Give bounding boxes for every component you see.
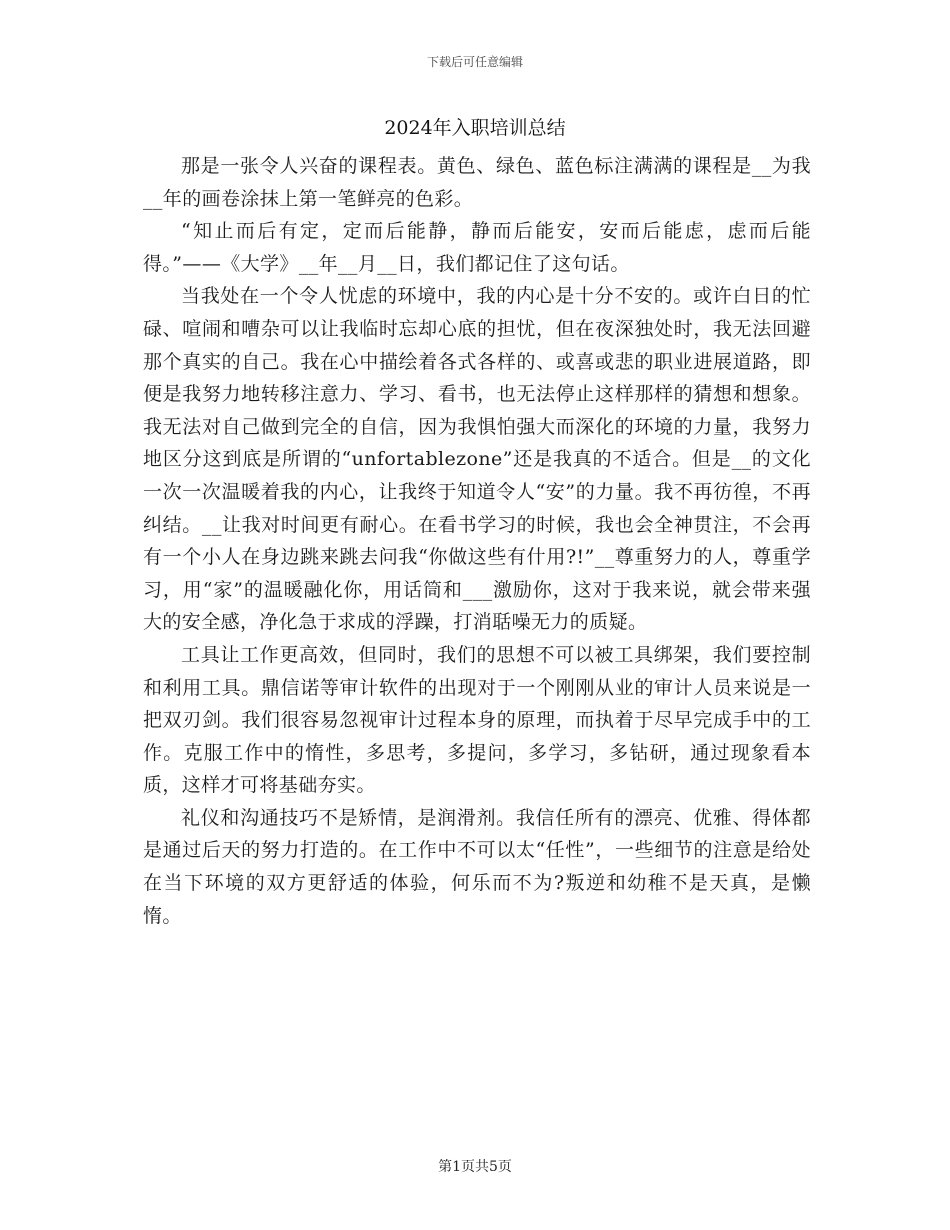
paragraph-etiquette-communication: 礼仪和沟通技巧不是矫情，是润滑剂。我信任所有的漂亮、优雅、得体都是通过后天的努力打造的。在工作中不可以太“任性”，一些细节的注意是给处在当下环境的双方更舒适的体验，何乐而不为?叛逆和幼稚不是天真，是懒惰。 xyxy=(143,806,811,927)
paragraph-tools-efficiency: 工具让工作更高效，但同时，我们的思想不可以被工具绑架，我们要控制和利用工具。鼎信诺等审计软件的出现对于一个刚刚从业的审计人员来说是一把双刃剑。我们很容易忽视审计过程本身的原理，而执着于尽早完成手中的工作。克服工作中的惰性，多思考，多提问，多学习，多钻研，通过现象看本质，这样才可将基础夯实。 xyxy=(143,643,811,797)
paragraph-anxiety-environment: 当我处在一个令人忧虑的环境中，我的内心是十分不安的。或许白日的忙碌、喧闹和嘈杂可以让我临时忘却心底的担忧，但在夜深独处时，我无法回避那个真实的自己。我在心中描绘着各式各样的、或喜或悲的职业进展道路，即便是我努力地转移注意力、学习、看书，也无法停止这样那样的猜想和想象。我无法对自己做到完全的自信，因为我惧怕强大而深化的环境的力量，我努力地区分这到底是所谓的“unfortablezone”还是我真的不适合。但是__的文化一次一次温暖着我的内心，让我终于知道令人“安”的力量。我不再彷徨，不再纠结。__让我对时间更有耐心。在看书学习的时候，我也会全神贯注，不会再有一个小人在身边跳来跳去问我“你做这些有什用?!”__尊重努力的人，尊重学习，用“家”的温暖融化你，用话筒和___激励你，这对于我来说，就会带来强大的安全感，净化急于求成的浮躁，打消聒噪无力的质疑。 xyxy=(143,285,811,634)
paragraph-daxue-quote: “知止而后有定，定而后能静，静而后能安，安而后能虑，虑而后能得。”——《大学》__年__月__日，我们都记住了这句话。 xyxy=(143,220,811,275)
document-body xyxy=(143,150,811,932)
page-footer-number: 第1页共5页 xyxy=(438,1159,512,1175)
document-title: 2024年入职培训总结 xyxy=(384,117,566,139)
paragraph-course-schedule: 那是一张令人兴奋的课程表。黄色、绿色、蓝色标注满满的课程是__为我__年的画卷涂抹上第一笔鲜亮的色彩。 xyxy=(143,155,811,210)
page-header-note: 下载后可任意编辑 xyxy=(426,55,523,69)
